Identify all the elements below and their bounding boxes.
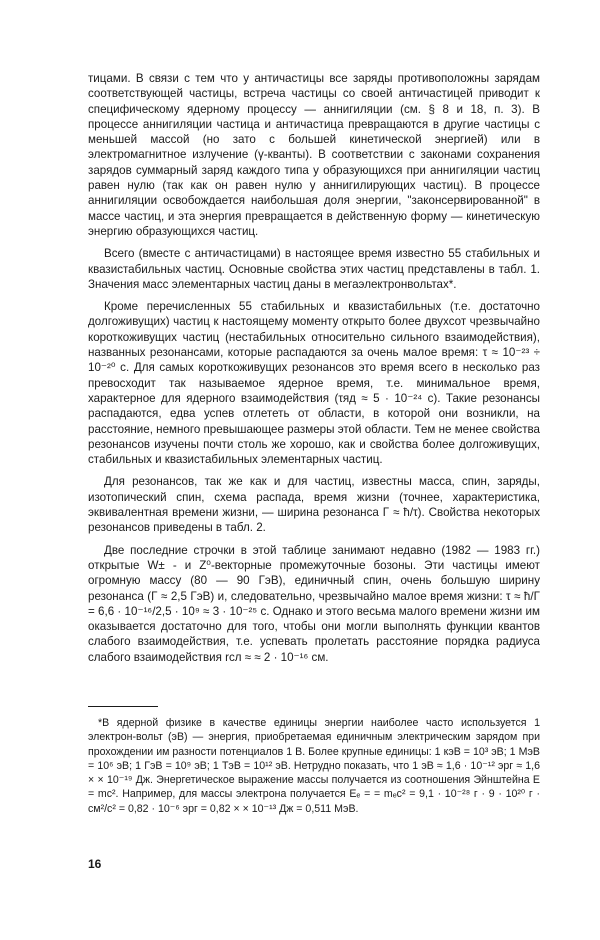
paragraph-5: Две последние строчки в этой таблице занимают недавно (1982 — 1983 гг.) открытые W± - и Z⁰-векторные промежуточные бозоны. Эти частицы имеют огромную массу (80 — 90 ГэВ), единичный спин, очень большую ширину резонанса (Γ ≈ 2,5 ГэВ) и, следовательно, чрезвычайно малое время жизни: τ ≈ ħ/Γ = 6,6 · 10⁻¹⁶/2,5 · 10⁹ ≈ 3 · 10⁻²⁵ с. Однако и этого весьма малого времени жизни им оказывается достаточно для того, чтобы они могли выполнять функции квантов слабого взаимодействия, т.е. успевать пролетать расстояние порядка радиуса слабого взаимодействия rсл ≈ ≈ 2 · 10⁻¹⁶ см. [88, 543, 540, 664]
main-text [88, 71, 540, 672]
paragraph-4: Для резонансов, так же как и для частиц, известны масса, спин, заряды, изотопический спин, схема распада, время жизни (точнее, характеристика, эквивалентная времени жизни, — ширина резонанса Γ ≈ ħ/τ). Свойства некоторых резонансов приведены в табл. 2. [88, 475, 540, 535]
page-number: 16 [88, 857, 102, 871]
footnote-divider [88, 706, 158, 707]
paragraph-1: тицами. В связи с тем что у античастицы все заряды противоположны зарядам соответствующей частицы, встреча частицы со своей античастицей приводит к специфическому ядерному процессу — аннигиляции (см. § 8 и 18, п. 3). В процессе аннигиляции частица и античастица превращаются в другие частицы с меньшей массой (но зато с большей кинетической энергией) или в электромагнитное излучение (γ-кванты). В соответствии с законами сохранения зарядов суммарный заряд каждого типа у образующихся при аннигиляции частиц равен нулю (так как он равен нулю у аннигилирующих частиц). В процессе аннигиляции освобождается наибольшая доля энергии, "законсервированной" в массе частиц, и эта энергия превращается в действенную форму — кинетическую энергию образующихся частиц. [88, 72, 540, 238]
footnote: *В ядерной физике в качестве единицы энергии наиболее часто используется 1 электрон-вольт (эВ) — энергия, приобретаемая единичным электрическим зарядом при прохождении им разности потенциалов 1 В. Более крупные единицы: 1 кэВ = 10³ эВ; 1 МэВ = 10⁶ эВ; 1 ГэВ = 10⁹ эВ; 1 ТэВ = 10¹² эВ. Нетрудно показать, что 1 эВ ≈ 1,6 · 10⁻¹² эрг ≈ 1,6 × × 10⁻¹⁹ Дж. Энергетическое выражение массы получается из соотношения Эйнштейна E = mc². Например, для массы электрона получается Eₑ = = mₑc² = 9,1 · 10⁻²⁸ г · 9 · 10²⁰ г · см²/с² = 0,82 · 10⁻⁶ эрг = 0,82 × × 10⁻¹³ Дж = 0,511 МэВ. [88, 717, 540, 815]
paragraph-3: Кроме перечисленных 55 стабильных и квазистабильных (т.е. достаточно долгоживущих) частиц к настоящему моменту открыто более двухсот чрезвычайно короткоживущих частиц (нестабильных относительно сильного взаимодействия), названных резонансами, которые распадаются за очень малое время: τ ≈ 10⁻²³ ÷ 10⁻²⁰ с. Для самых короткоживущих резонансов это время всего в несколько раз превосходит так называемое ядерное время, т.е. минимальное время, характерное для ядерного взаимодействия (τяд ≈ 5 · 10⁻²⁴ с). Такие резонансы распадаются, едва успев отлететь от области, в которой они возникли, на расстояние, немного превышающее размеры этой области. Тем не менее свойства резонансов изучены почти столь же хорошо, как и свойства более долгоживущих, стабильных и квазистабильных элементарных частиц. [88, 300, 540, 467]
paragraph-2: Всего (вместе с античастицами) в настоящее время известно 55 стабильных и квазистабильных частиц. Основные свойства этих частиц представлены в табл. 1. Значения масс элементарных частиц даны в мегаэлектронвольтах*. [88, 247, 540, 291]
